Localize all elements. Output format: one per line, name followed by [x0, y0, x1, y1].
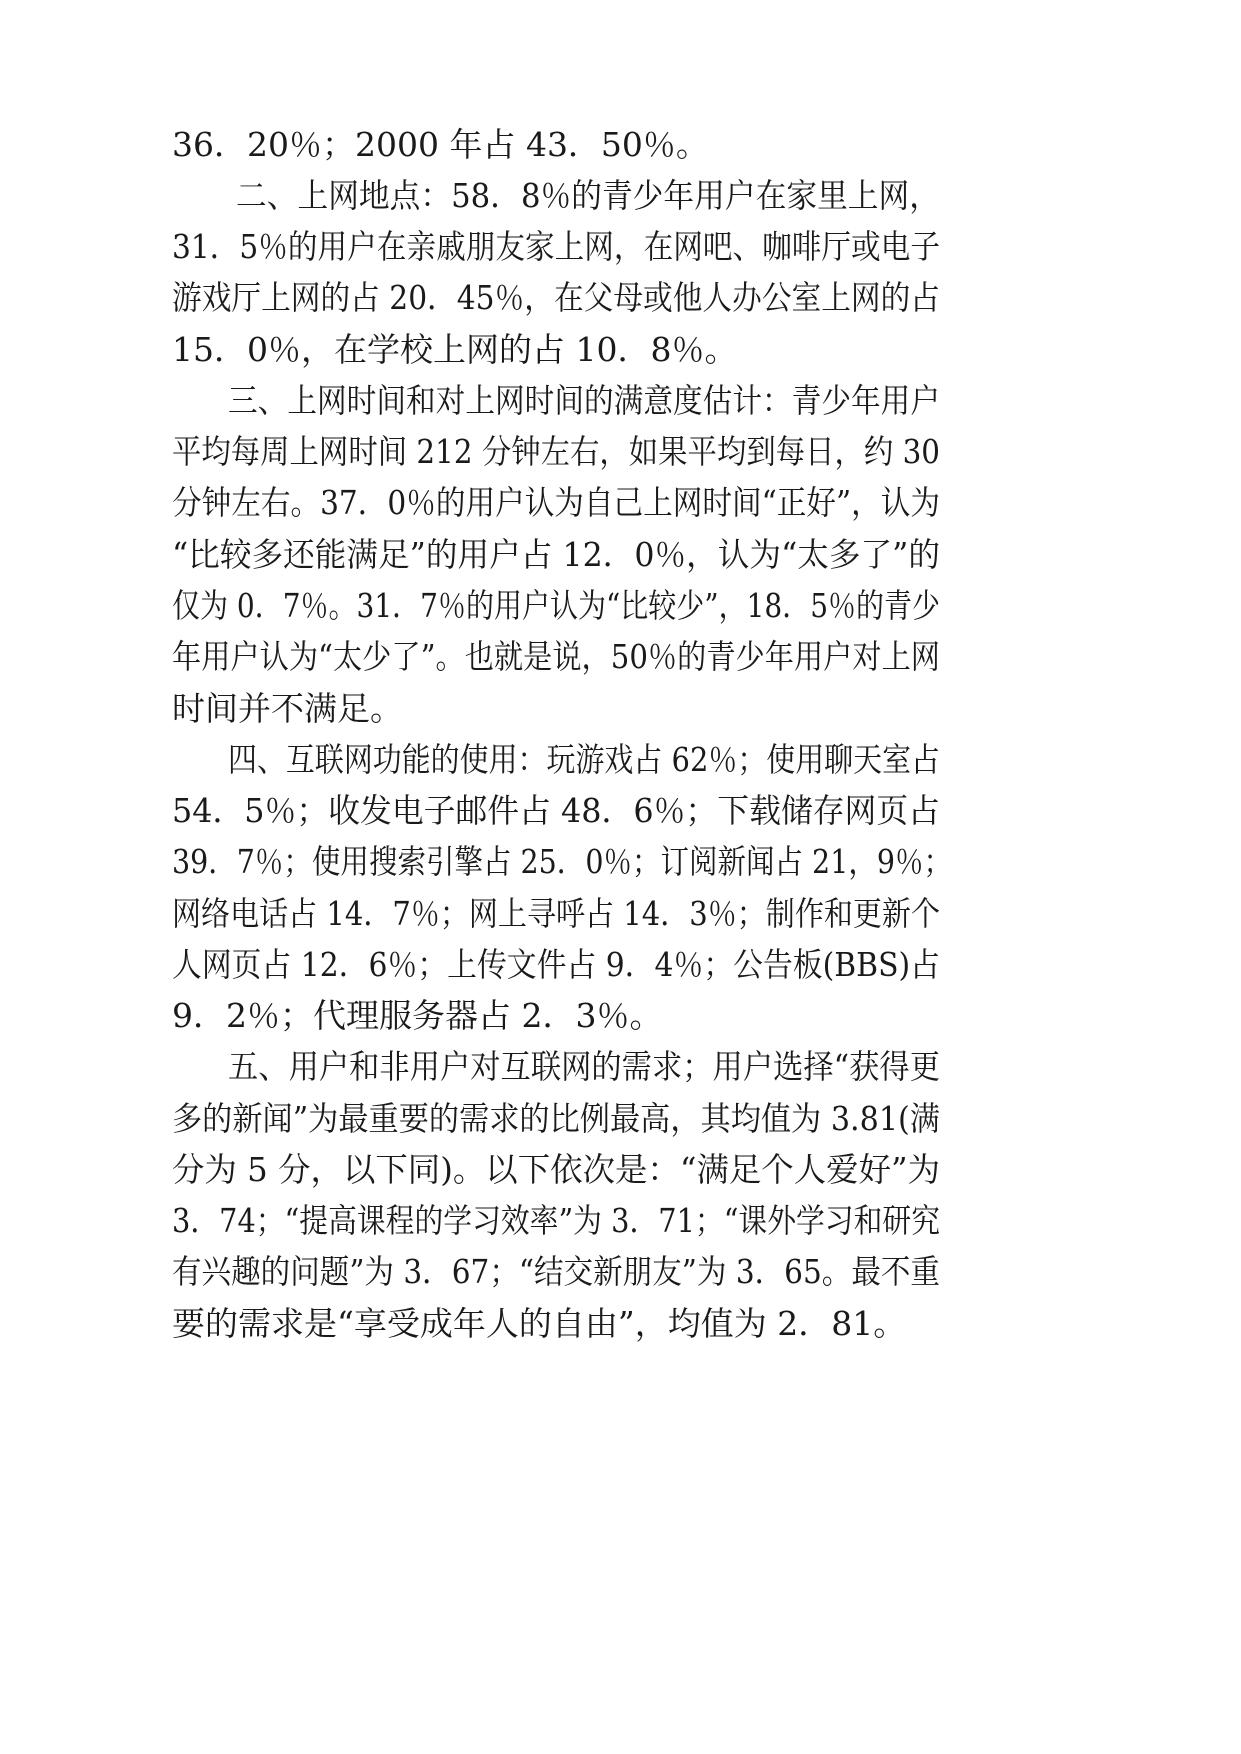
text-line-content: 人网页占 12．6％；上传文件占 9．4％；公告板(BBS)占	[172, 945, 940, 984]
text-line-content: 平均每周上网时间 212 分钟左右，如果平均到每日，约 30	[172, 432, 940, 471]
text-line	[0, 993, 1241, 1039]
text-line-content: 要的需求是“享受成年人的自由”，均值为 2．81。	[172, 1304, 907, 1343]
text-line-content: 有兴趣的问题”为 3．67；“结交新朋友”为 3．65。最不重	[172, 1252, 940, 1291]
text-line-content: 9．2％；代理服务器占 2．3％。	[172, 996, 663, 1035]
text-line	[0, 122, 1241, 168]
text-line-content: 54．5％；收发电子邮件占 48．6％；下载储存网页占	[172, 791, 940, 830]
text-line-content: 分钟左右。37．0％的用户认为自己上网时间“正好”，认为	[172, 483, 940, 522]
text-line-content: 年用户认为“太少了”。也就是说，50％的青少年用户对上网	[172, 637, 940, 676]
text-line-content: 仅为 0．7％。31．7％的用户认为“比较少”，18．5％的青少	[172, 586, 940, 625]
text-line-content: 36．20％；2000 年占 43．50％。	[172, 125, 709, 164]
text-line	[0, 275, 1241, 321]
text-line	[0, 686, 1241, 732]
text-line	[0, 532, 1241, 578]
text-line-content: 二、上网地点：58．8％的青少年用户在家里上网，	[236, 176, 940, 215]
text-line	[0, 1249, 1241, 1295]
text-line	[0, 634, 1241, 680]
text-line	[0, 942, 1241, 988]
text-line-content: 多的新闻”为最重要的需求的比例最高，其均值为 3.81(满	[172, 1099, 940, 1138]
text-line-content: 15．0％，在学校上网的占 10．8％。	[172, 330, 738, 369]
text-line	[0, 327, 1241, 373]
text-line-content: 时间并不满足。	[172, 689, 403, 728]
text-line	[0, 891, 1241, 937]
text-line	[0, 788, 1241, 834]
text-line	[0, 583, 1241, 629]
text-line-content: 游戏厅上网的占 20．45％，在父母或他人办公室上网的占	[172, 278, 940, 317]
text-line-content: 三、上网时间和对上网时间的满意度估计：青少年用户	[228, 381, 940, 420]
text-line	[0, 1096, 1241, 1142]
text-line	[0, 429, 1241, 475]
text-line	[0, 224, 1241, 270]
text-line-content: 四、互联网功能的使用：玩游戏占 62％；使用聊天室占	[228, 740, 940, 779]
text-line	[0, 1198, 1241, 1244]
text-line	[0, 1044, 1241, 1090]
text-line	[0, 378, 1241, 424]
text-line	[0, 173, 1241, 219]
text-line	[0, 480, 1241, 526]
text-line-content: “比较多还能满足”的用户占 12．0％，认为“太多了”的	[172, 535, 940, 574]
text-line	[0, 737, 1241, 783]
text-line	[0, 1147, 1241, 1193]
text-line-content: 31．5％的用户在亲戚朋友家上网，在网吧、咖啡厅或电子	[172, 227, 940, 266]
text-line-content: 五、用户和非用户对互联网的需求；用户选择“获得更	[228, 1047, 940, 1086]
text-line	[0, 839, 1241, 885]
text-line-content: 分为 5 分，以下同)。以下依次是：“满足个人爱好”为	[172, 1150, 940, 1189]
text-line	[0, 1301, 1241, 1347]
text-line-content: 网络电话占 14．7％；网上寻呼占 14．3％；制作和更新个	[172, 894, 940, 933]
text-line-content: 39．7％；使用搜索引擎占 25．0％；订阅新闻占 21，9％；	[172, 842, 952, 881]
text-line-content: 3．74；“提高课程的学习效率”为 3．71；“课外学习和研究	[172, 1201, 940, 1240]
